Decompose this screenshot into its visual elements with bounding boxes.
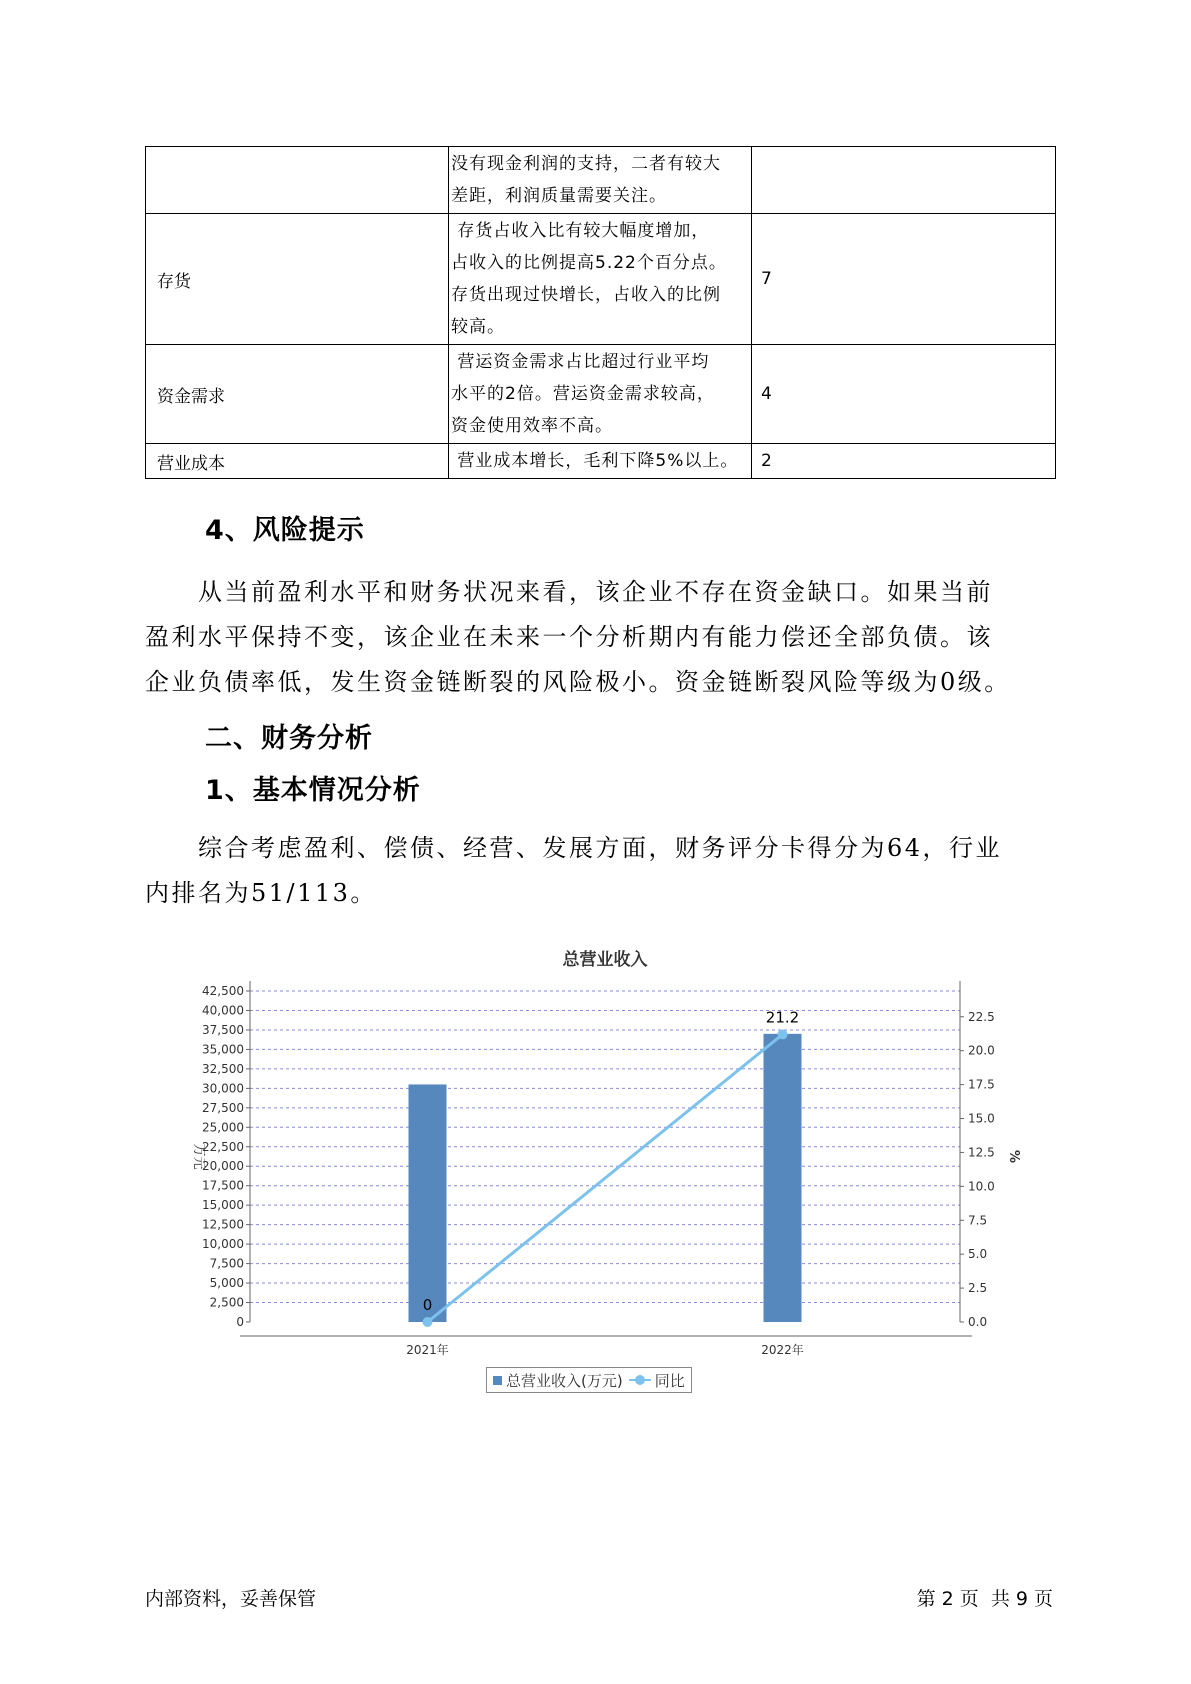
bar-2022年 [764, 1034, 802, 1322]
section-heading-risk: 4、风险提示 [205, 515, 365, 546]
table-cell-desc [449, 444, 752, 479]
x-tick-label: 2022年 [761, 1343, 804, 1357]
table-cell-score: 7 [752, 214, 1056, 345]
section-heading-basic: 1、基本情况分析 [205, 775, 421, 806]
paragraph-line: 盈利水平保持不变，该企业在未来一个分析期内有能力偿还全部负债。该 [145, 623, 993, 651]
yoy-data-label: 0 [422, 1296, 433, 1314]
y-tick-label: 37,500 [202, 1022, 244, 1037]
y2-tick-label: 20.0 [968, 1043, 995, 1058]
basic-paragraph [145, 826, 1055, 916]
y-tick-label: 15,000 [202, 1198, 244, 1213]
table-cell-desc [449, 214, 752, 345]
paragraph-line: 内排名为51/113。 [145, 879, 377, 907]
page-number: 第 2 页 共 9 页 [916, 1588, 1053, 1610]
yoy-data-label: 21.2 [765, 1008, 800, 1027]
y-axis-label: 万元 [191, 1143, 206, 1170]
table-row [146, 214, 1056, 345]
desc-line: 差距，利润质量需要关注。 [451, 186, 667, 206]
bar-2021年 [409, 1084, 447, 1322]
risk-paragraph [145, 570, 1055, 705]
y-tick-label: 20,000 [202, 1159, 244, 1174]
y2-tick-label: 17.5 [968, 1077, 995, 1092]
desc-line: 占收入的比例提高5.22个百分点。 [451, 253, 727, 273]
table-cell-score: 4 [752, 345, 1056, 444]
table-cell-desc [449, 147, 752, 214]
desc-line: 营业成本增长，毛利下降5%以上。 [451, 451, 739, 471]
table-row [146, 345, 1056, 444]
risk-score-table [145, 146, 1056, 479]
legend-label-yoy: 同比 [654, 1371, 685, 1390]
y-tick-label: 17,500 [202, 1178, 244, 1193]
y2-axis-label: % [1006, 1149, 1021, 1164]
table-row [146, 444, 1056, 479]
table-cell-desc [449, 345, 752, 444]
legend-label-revenue: 总营业收入(万元) [506, 1371, 623, 1390]
y-tick-label: 12,500 [202, 1217, 244, 1232]
revenue-chart [190, 945, 1021, 1365]
table-cell-score: 2 [752, 444, 1056, 479]
desc-line: 存货占收入比有较大幅度增加， [451, 221, 710, 241]
y2-tick-label: 15.0 [968, 1111, 995, 1126]
y2-tick-label: 7.5 [968, 1213, 988, 1228]
y-tick-label: 27,500 [202, 1100, 244, 1115]
table-cell-item [146, 147, 449, 214]
y-tick-label: 40,000 [202, 1003, 244, 1018]
section-heading-finance: 二、财务分析 [205, 723, 373, 754]
desc-line: 资金使用效率不高。 [451, 416, 613, 436]
y-tick-label: 7,500 [209, 1256, 244, 1271]
y2-tick-label: 0.0 [968, 1315, 988, 1329]
yoy-point [423, 1317, 433, 1327]
y-tick-label: 5,000 [209, 1276, 244, 1291]
table-cell-score [752, 147, 1056, 214]
desc-line: 较高。 [451, 317, 505, 337]
desc-line: 存货出现过快增长，占收入的比例 [451, 285, 721, 305]
desc-line: 营运资金需求占比超过行业平均 [451, 352, 710, 372]
table-cell-item: 营业成本 [146, 444, 449, 479]
y-tick-label: 10,000 [202, 1237, 244, 1252]
x-tick-label: 2021年 [406, 1343, 449, 1357]
paragraph-line: 从当前盈利水平和财务状况来看，该企业不存在资金缺口。如果当前 [145, 578, 993, 606]
desc-line: 水平的2倍。营运资金需求较高， [451, 384, 715, 404]
table-cell-item: 资金需求 [146, 345, 449, 444]
y-tick-label: 35,000 [202, 1042, 244, 1057]
y-tick-label: 0 [236, 1315, 244, 1329]
y-tick-label: 30,000 [202, 1081, 244, 1096]
y2-tick-label: 2.5 [968, 1281, 988, 1296]
chart-title: 总营业收入 [562, 950, 648, 970]
table-row [146, 147, 1056, 214]
paragraph-line: 企业负债率低，发生资金链断裂的风险极小。资金链断裂风险等级为0级。 [145, 668, 1011, 696]
y-tick-label: 2,500 [209, 1295, 244, 1310]
footer-note: 内部资料，妥善保管 [145, 1588, 317, 1610]
y2-tick-label: 12.5 [968, 1145, 995, 1160]
y2-tick-label: 10.0 [968, 1179, 995, 1194]
y-tick-label: 32,500 [202, 1061, 244, 1076]
y-tick-label: 25,000 [202, 1120, 244, 1135]
y-tick-label: 42,500 [202, 984, 244, 998]
y2-tick-label: 5.0 [968, 1247, 988, 1262]
legend-line-swatch [629, 1375, 651, 1385]
y-tick-label: 22,500 [202, 1139, 244, 1154]
y2-tick-label: 22.5 [968, 1009, 995, 1024]
table-cell-item: 存货 [146, 214, 449, 345]
chart-legend [486, 1367, 692, 1393]
yoy-line [428, 1034, 783, 1322]
desc-line: 没有现金利润的支持，二者有较大 [451, 154, 721, 174]
paragraph-line: 综合考虑盈利、偿债、经营、发展方面，财务评分卡得分为64，行业 [145, 834, 1003, 862]
legend-bar-swatch [493, 1376, 502, 1385]
yoy-point [778, 1029, 788, 1039]
